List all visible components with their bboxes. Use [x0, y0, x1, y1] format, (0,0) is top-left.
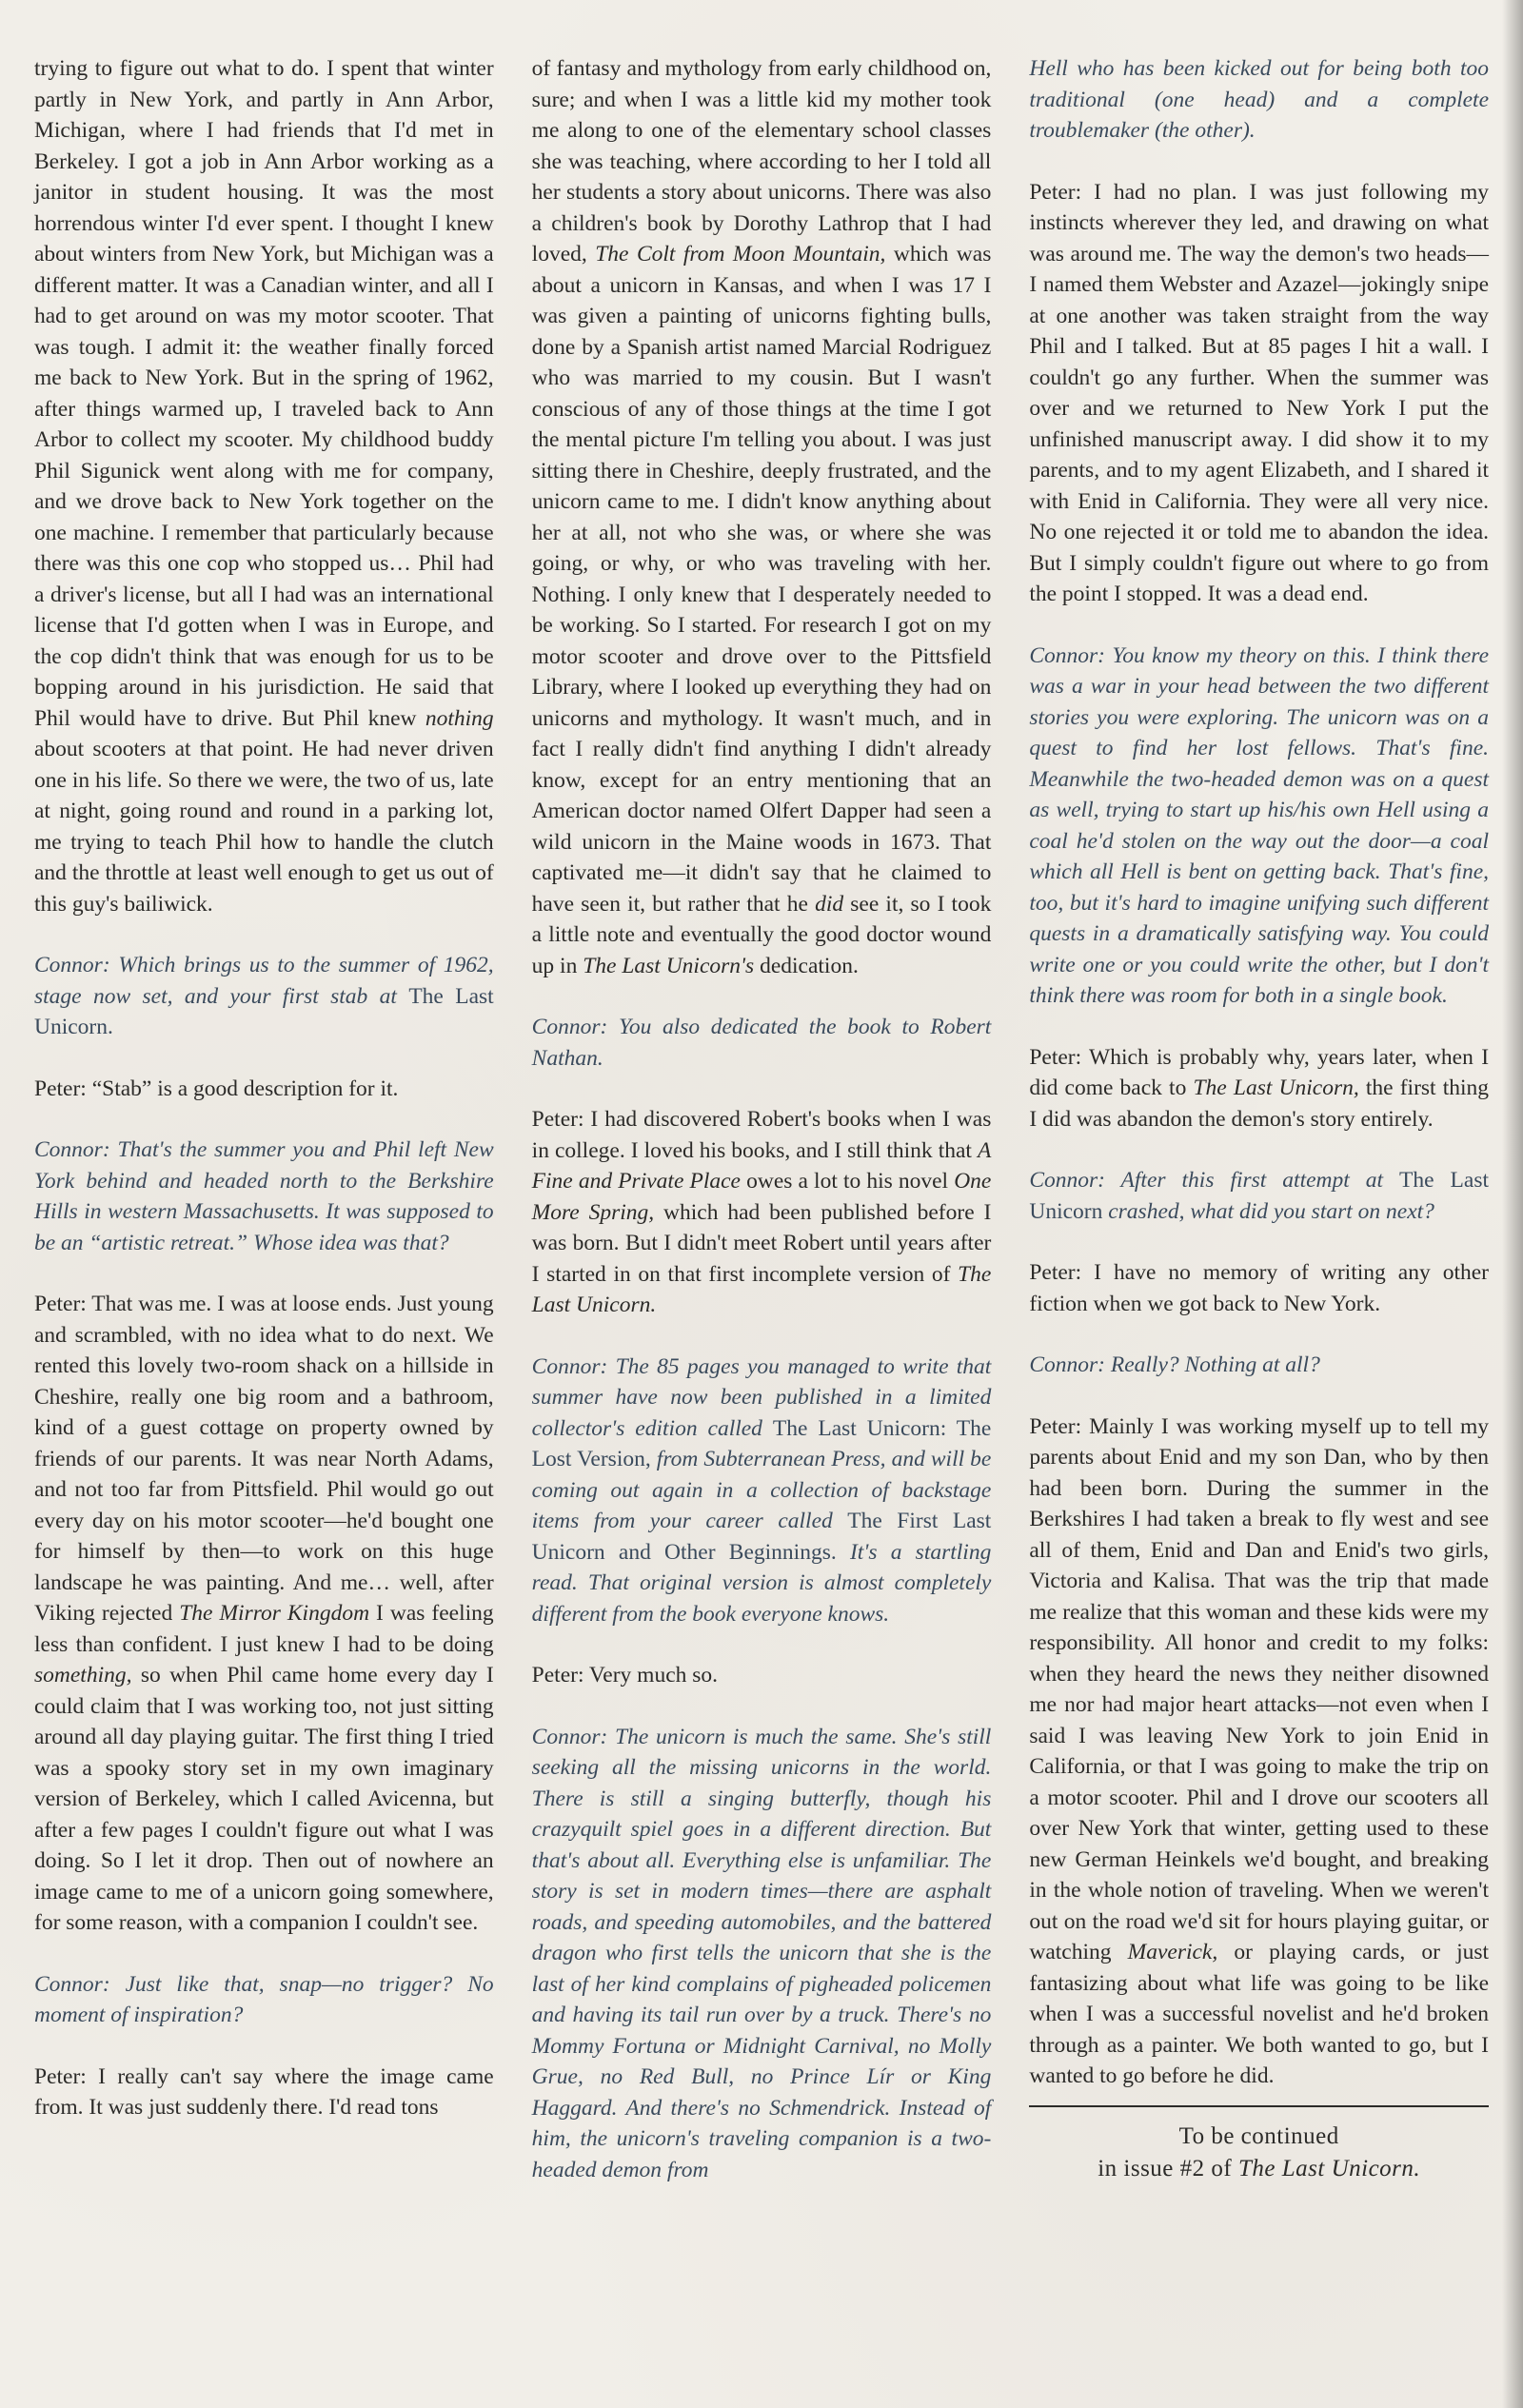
- text-run: It's a startling read. That original version is almost completely different from the book everyone knows.: [531, 1539, 992, 1627]
- continued-line: To be continued: [1178, 2122, 1339, 2149]
- book-title: The Last Unicorn.: [34, 983, 494, 1039]
- text-run: Peter: Mainly I was working myself up to tell my parents about Enid and my son Dan, who by then had been born. During the summer in the Berkshires I had taken a break to fly west and see all of them, Enid and Dan and Enid's two girls, Victoria and Kalisa. That was the trip that made me realize that this woman and these kids were my responsibility. All honor and credit to my folks: when they heard the news they neither disowned me nor had major heart attacks—not even when I said I was leaving New York to join Enid in California, or that I was going to make the trip on a motor scooter. Phil and I drove our scooters all over New York that winter, getting used to these new German Heinkels we'd bought, and breaking in the whole notion of traveling. When we weren't out on the road we'd sit for hours playing guitar, or watching: [1029, 1413, 1490, 1964]
- text-run: or playing cards, or just fantasizing about what life was going to be like when I was a successful novelist and he'd broken through as a painter. We both wanted to go, but I wanted to go before he did.: [1029, 1940, 1490, 2088]
- book-title: One More Spring,: [531, 1169, 992, 1225]
- connor-question: Connor: The unicorn is much the same. She's still seeking all the missing unicorns in the world. There is still a singing butterfly, though his crazyquilt spiel goes in a different direction. But that's about all. Everything else is unfamiliar. The story is set in modern times—there are asphalt roads, and speeding automobiles, and the battered dragon who first tells the unicorn that she is the last of her kind complains of pigheaded policemen and having its tail run over by a truck. There's no Mommy Fortuna or Midnight Carnival, no Molly Grue, no Red Bull, no Prince Lír or King Haggard. And there's no Schmendrick. Instead of him, the unicorn's traveling companion is a two-headed demon from: [531, 1724, 992, 2182]
- text-columns: [34, 53, 1489, 2366]
- connor-question: [1029, 1165, 1489, 1227]
- peter-answer: Peter: I had no plan. I was just following my instincts wherever they led, and drawing on what was around me. The way the demon's two heads—I named them Webster and Azazel—jokingly snipe at one another was taken straight from the way Phil and I talked. But at 85 pages I hit a wall. I couldn't go any further. When the summer was over and we returned to New York I put the unfinished manuscript away. I did show it to my parents, and to my agent Elizabeth, and I shared it with Enid in California. They were all very nice. No one rejected it or told me to abandon the idea. But I simply couldn't figure out where to go from the point I stopped. It was a dead end.: [1029, 179, 1490, 606]
- book-title: A Fine and Private Place: [531, 1137, 992, 1194]
- text-run: Connor: The 85 pages you managed to write that summer have now been published in a limited collector's edition called: [531, 1353, 992, 1441]
- peter-paragraph: [532, 53, 992, 981]
- column-1: [34, 53, 494, 2366]
- peter-answer: Peter: I really can't say where the image came from. It was just suddenly there. I'd read tons: [34, 2063, 494, 2120]
- text-run: about scooters at that point. He had never driven one in his life. So there we were, the two of us, late at night, going round and round in a parking lot, me trying to teach Phil how to handle the clutch and the throttle at least well enough to get us out of this guy's bailiwick.: [34, 737, 494, 917]
- to-be-continued-note: [1029, 2105, 1489, 2185]
- text-run: Peter: That was me. I was at loose ends. Just young and scrambled, with no idea what to do next. We rented this lovely two-room shack on a hillside in Cheshire, really one big room and a bathroom, kind of a guest cottage on property owned by friends of our parents. It was near North Adams, and not too far from Pittsfield. Phil would go out every day on his motor scooter—he'd bought one for himself by then—to work on this huge landscape he was painting. And me… well, after Viking rejected: [34, 1292, 494, 1626]
- text-run: I was feeling less than confident. I just knew I had to be doing: [34, 1601, 494, 1657]
- book-title: The Last Unicorn,: [1193, 1076, 1359, 1100]
- text-run: crashed, what did you start on next?: [1102, 1198, 1434, 1224]
- peter-answer: [1029, 1411, 1489, 2092]
- text-run: Connor: After this first attempt at: [1029, 1168, 1400, 1193]
- book-title: The Last Unicorn: [1029, 1168, 1490, 1224]
- book-title: The Last Unicorn.: [531, 1261, 992, 1317]
- text-run: which was about a unicorn in Kansas, and when I was 17 I was given a painting of unicorns fighting bulls, done by a Spanish artist named Marcial Rodriguez who was married to my cousin. But I wasn't conscious of any of those things at the time I got the mental picture I'm telling you about. I was just sitting there in Cheshire, deeply frustrated, and the unicorn came to me. I didn't know anything about her at all, not who she was, or where she was going, or why, or who was traveling with her. Nothing. I only knew that I desperately needed to be working. So I started. For research I got on my motor scooter and drove over to the Pittsfield Library, where I looked up everything they had on unicorns and mythology. It wasn't much, and in fact I really didn't find anything I didn't already know, except for an entry mentioning that an American doctor named Olfert Dapper had seen a wild unicorn in the Maine woods in 1673. That captivated me—it didn't say that he claimed to have seen it, but rather that he: [531, 242, 992, 917]
- column-3: [1029, 53, 1489, 2366]
- peter-answer: [1029, 1042, 1489, 1135]
- text-run: trying to figure out what to do. I spent that winter partly in New York, and partly in Ann Arbor, Michigan, where I had friends that I'd met in Berkeley. I got a job in Ann Arbor working as a janitor in student housing. It was the most horrendous winter I'd ever spent. I thought I knew about winters from New York, but Michigan was a different matter. It was a Canadian winter, and all I had to get around on was my motor scooter. That was tough. I admit it: the weather finally forced me back to New York. But in the spring of 1962, after things warmed up, I traveled back to Ann Arbor to collect my scooter. My childhood buddy Phil Sigunick went along with me for company, and we drove back to New York together on the one machine. I remember that particularly because there was this one cop who stopped us… Phil had a driver's license, but all I had was an international license that I'd gotten when I was in Europe, and the cop didn't think that was enough for us to be bopping around in his jurisdiction. He said that Phil would have to drive. But Phil knew: [34, 56, 494, 731]
- text-run: see it, so I took a little note and eventually the good doctor wound up in: [531, 891, 992, 978]
- peter-answer: Peter: Very much so.: [531, 1663, 719, 1688]
- continued-issue-line: [1029, 2153, 1489, 2185]
- peter-answer: [34, 1289, 494, 1939]
- connor-question: [34, 950, 494, 1043]
- emphasis: nothing: [425, 705, 494, 731]
- book-title: Maverick,: [1127, 1940, 1218, 1964]
- connor-question: Connor: Just like that, snap—no trigger? No moment of inspiration?: [34, 1971, 494, 2027]
- connor-question: Connor: Really? Nothing at all?: [1029, 1352, 1320, 1377]
- emphasis: did: [815, 891, 844, 917]
- text-run: owes a lot to his novel: [740, 1169, 955, 1194]
- text-run: of fantasy and mythology from early childhood on, sure; and when I was a little kid my mother took me along to one of the elementary school classes she was teaching, where according to her I told all her students a story about unicorns. There was also a children's book by Dorothy Lathrop that I had loved,: [531, 56, 992, 266]
- text-run: Peter: I had discovered Robert's books when I was in college. I loved his books, and I still think that: [531, 1107, 992, 1163]
- peter-answer: Peter: “Stab” is a good description for it.: [34, 1076, 399, 1101]
- connor-question: Connor: You also dedicated the book to Robert Nathan.: [531, 1015, 992, 1071]
- page-edge-shadow: [1502, 0, 1523, 2408]
- book-title: The First Last Unicorn and Other Beginnings.: [531, 1509, 992, 1565]
- peter-answer: [532, 1104, 992, 1321]
- book-title: The Last Unicorn: The Lost Version,: [531, 1415, 992, 1471]
- connor-question: Hell who has been kicked out for being both too traditional (one head) and a complete troublemaker (the other).: [1029, 56, 1490, 143]
- text-run: Peter: Which is probably why, years later, when I did come back to: [1029, 1044, 1490, 1100]
- book-title: The Last Unicorn's: [583, 953, 755, 978]
- book-title: The Last Unicorn.: [1237, 2155, 1421, 2181]
- text-run: from Subterranean Press, and will be coming out again in a collection of backstage items from your career called: [531, 1447, 992, 1533]
- book-title: The Mirror Kingdom: [179, 1601, 370, 1626]
- text-run: so when Phil came home every day I could claim that I was working too, not just sitting around all day playing guitar. The first thing I tried was a spooky story set in my own imaginary version of Berkeley, which I called Avicenna, but after a few pages I couldn't figure out what I was doing. So I let it drop. Then out of nowhere an image came to me of a unicorn going somewhere, for some reason, with a companion I couldn't see.: [34, 1663, 494, 1935]
- column-2: [532, 53, 992, 2366]
- peter-paragraph: [34, 53, 494, 919]
- connor-question: Connor: You know my theory on this. I think there was a war in your head between the two different stories you were exploring. The unicorn was on a quest to find her lost fellows. That's fine. Meanwhile the two-headed demon was on a quest as well, trying to start up his/his own Hell using a coal he'd stolen on the way out the door—a coal which all Hell is bent on getting back. That's fine, too, but it's hard to imagine unifying such different quests in a dramatically satisfying way. You could write one or you could write the other, but I don't think there was room for both in a single book.: [1029, 642, 1490, 1008]
- text-run: Connor: Which brings us to the summer of 1962, stage now set, and your first stab at: [34, 953, 494, 1009]
- text-run: which had been published before I was born. But I didn't meet Robert until years after I started in on that first incomplete version of: [531, 1199, 992, 1287]
- emphasis: something,: [34, 1663, 132, 1688]
- text-run: the first thing I did was abandon the demon's story entirely.: [1029, 1076, 1490, 1132]
- connor-question: Connor: That's the summer you and Phil left New York behind and headed north to the Berkshire Hills in western Massachusetts. It was supposed to be an “artistic retreat.” Whose idea was that?: [34, 1137, 494, 1255]
- book-title: The Colt from Moon Mountain,: [595, 242, 886, 266]
- text-run: in issue #2 of: [1098, 2155, 1238, 2181]
- peter-answer: Peter: I have no memory of writing any other fiction when we got back to New York.: [1029, 1260, 1490, 1316]
- text-run: dedication.: [754, 953, 859, 978]
- connor-question: [532, 1352, 992, 1630]
